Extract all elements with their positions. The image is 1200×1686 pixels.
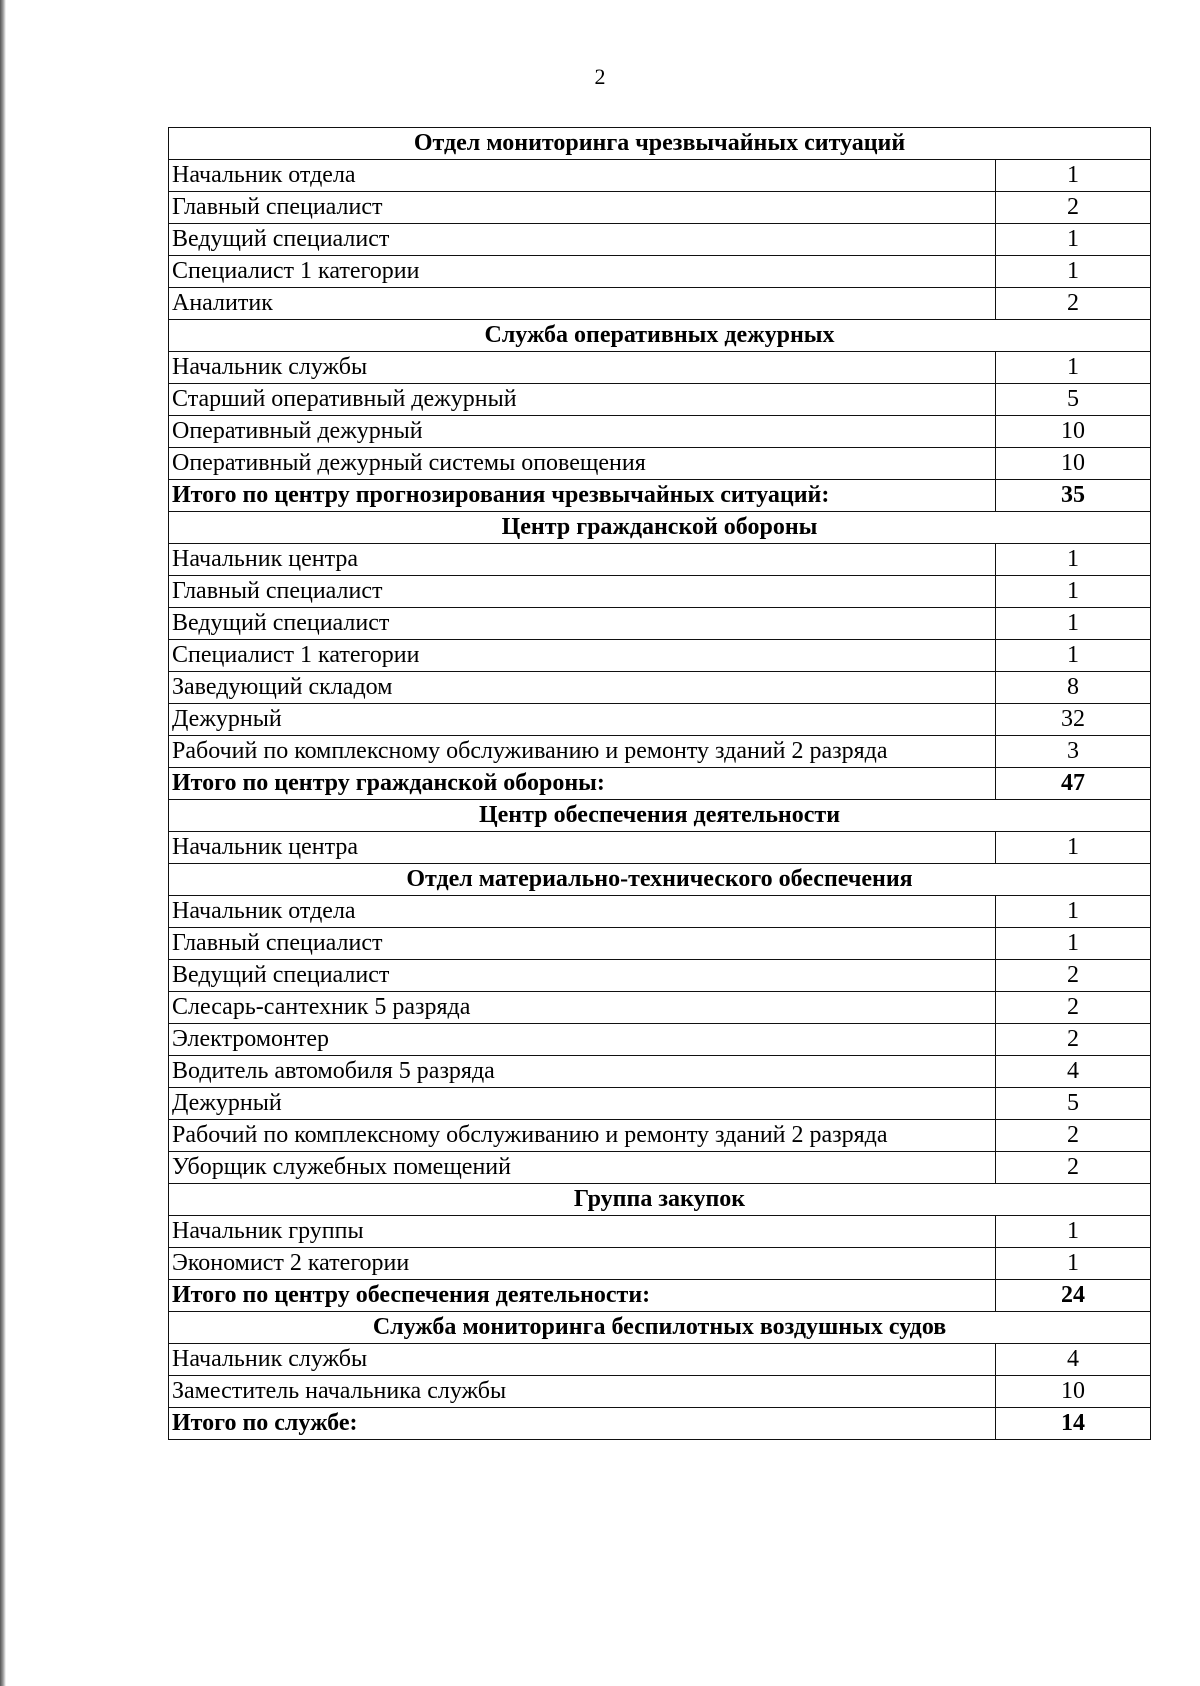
position-count: 1 [996,896,1151,928]
position-name: Начальник центра [169,832,996,864]
table-row [169,160,1151,192]
position-name: Слесарь-сантехник 5 разряда [169,992,996,1024]
page-number: 2 [594,64,606,89]
section-header-row [169,128,1151,160]
table-row [169,1024,1151,1056]
position-count: 2 [996,192,1151,224]
position-name: Главный специалист [169,192,996,224]
position-count: 4 [996,1344,1151,1376]
position-name: Старший оперативный дежурный [169,384,996,416]
position-name: Ведущий специалист [169,224,996,256]
total-count: 24 [996,1280,1151,1312]
table-row [169,672,1151,704]
position-count: 5 [996,1088,1151,1120]
position-name: Главный специалист [169,576,996,608]
section-header-row [169,864,1151,896]
position-name: Уборщик служебных помещений [169,1152,996,1184]
total-label: Итого по центру прогнозирования чрезвычайных ситуаций: [169,480,996,512]
section-title: Отдел мониторинга чрезвычайных ситуаций [169,128,1151,160]
total-label: Итого по центру обеспечения деятельности: [169,1280,996,1312]
total-count: 47 [996,768,1151,800]
table-row [169,896,1151,928]
position-name: Заведующий складом [169,672,996,704]
position-name: Главный специалист [169,928,996,960]
position-name: Экономист 2 категории [169,1248,996,1280]
section-header-row [169,320,1151,352]
position-name: Специалист 1 категории [169,256,996,288]
position-name: Аналитик [169,288,996,320]
table-row [169,960,1151,992]
position-count: 1 [996,608,1151,640]
position-count: 8 [996,672,1151,704]
table-row [169,256,1151,288]
position-count: 1 [996,1216,1151,1248]
position-count: 1 [996,640,1151,672]
position-name: Начальник службы [169,352,996,384]
position-count: 2 [996,1024,1151,1056]
total-row [169,768,1151,800]
table-row [169,704,1151,736]
position-count: 1 [996,928,1151,960]
total-count: 35 [996,480,1151,512]
position-count: 1 [996,352,1151,384]
total-label: Итого по центру гражданской обороны: [169,768,996,800]
table-row [169,1216,1151,1248]
position-count: 10 [996,416,1151,448]
table-row [169,352,1151,384]
position-count: 1 [996,1248,1151,1280]
position-name: Оперативный дежурный системы оповещения [169,448,996,480]
table-row [169,544,1151,576]
position-count: 2 [996,960,1151,992]
table-row [169,1056,1151,1088]
total-count: 14 [996,1408,1151,1440]
position-name: Заместитель начальника службы [169,1376,996,1408]
section-header-row [169,512,1151,544]
section-title: Служба мониторинга беспилотных воздушных судов [169,1312,1151,1344]
position-count: 1 [996,544,1151,576]
table-row [169,1248,1151,1280]
position-name: Начальник отдела [169,160,996,192]
table-row [169,1344,1151,1376]
section-header-row [169,800,1151,832]
position-name: Ведущий специалист [169,608,996,640]
table-row [169,1088,1151,1120]
position-count: 1 [996,832,1151,864]
position-name: Рабочий по комплексному обслуживанию и ремонту зданий 2 разряда [169,1120,996,1152]
section-title: Отдел материально-технического обеспечения [169,864,1151,896]
position-name: Водитель автомобиля 5 разряда [169,1056,996,1088]
position-count: 1 [996,576,1151,608]
position-count: 1 [996,256,1151,288]
table-row [169,576,1151,608]
table-row [169,928,1151,960]
table-row [169,416,1151,448]
position-name: Дежурный [169,1088,996,1120]
section-title: Центр обеспечения деятельности [169,800,1151,832]
position-count: 2 [996,288,1151,320]
position-count: 10 [996,448,1151,480]
table-row [169,448,1151,480]
position-count: 2 [996,1120,1151,1152]
position-name: Начальник группы [169,1216,996,1248]
position-name: Ведущий специалист [169,960,996,992]
total-label: Итого по службе: [169,1408,996,1440]
table-row [169,1120,1151,1152]
total-row [169,1280,1151,1312]
table-row [169,384,1151,416]
table-row [169,992,1151,1024]
table-row [169,192,1151,224]
position-count: 10 [996,1376,1151,1408]
section-title: Служба оперативных дежурных [169,320,1151,352]
staffing-table-body [169,128,1151,1440]
table-row [169,608,1151,640]
table-row [169,224,1151,256]
position-count: 4 [996,1056,1151,1088]
position-name: Дежурный [169,704,996,736]
position-name: Начальник центра [169,544,996,576]
section-title: Центр гражданской обороны [169,512,1151,544]
section-title: Группа закупок [169,1184,1151,1216]
scan-edge-shadow [0,0,6,1686]
total-row [169,1408,1151,1440]
position-name: Начальник отдела [169,896,996,928]
position-name: Начальник службы [169,1344,996,1376]
staffing-table [168,127,1151,1440]
table-row [169,640,1151,672]
position-name: Оперативный дежурный [169,416,996,448]
position-count: 1 [996,224,1151,256]
table-row [169,1152,1151,1184]
table-row [169,736,1151,768]
position-name: Электромонтер [169,1024,996,1056]
position-count: 2 [996,1152,1151,1184]
section-header-row [169,1312,1151,1344]
position-count: 5 [996,384,1151,416]
position-count: 32 [996,704,1151,736]
position-count: 2 [996,992,1151,1024]
position-count: 1 [996,160,1151,192]
position-name: Специалист 1 категории [169,640,996,672]
table-row [169,832,1151,864]
table-row [169,1376,1151,1408]
position-count: 3 [996,736,1151,768]
total-row [169,480,1151,512]
position-name: Рабочий по комплексному обслуживанию и ремонту зданий 2 разряда [169,736,996,768]
table-row [169,288,1151,320]
section-header-row [169,1184,1151,1216]
